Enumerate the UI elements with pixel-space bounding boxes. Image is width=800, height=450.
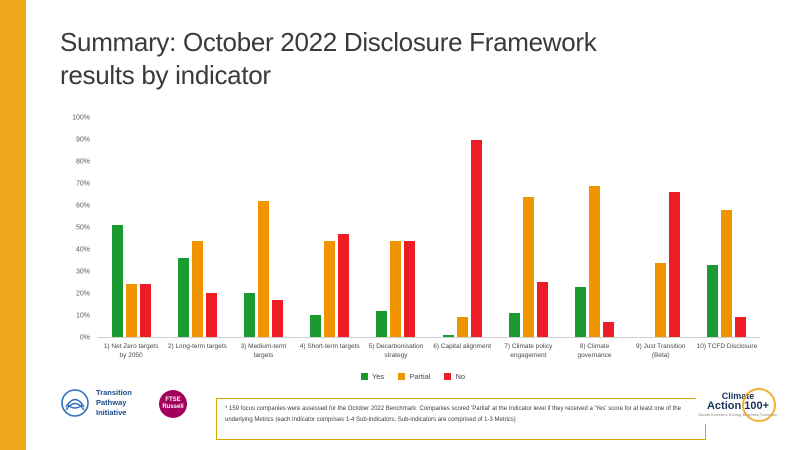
ftse-russell-logo [159, 390, 187, 418]
bar-partial [192, 241, 203, 337]
plot-area [98, 118, 760, 338]
bar-partial [126, 284, 137, 337]
y-axis-tick: 0% [79, 334, 90, 342]
legend-label: No [455, 372, 466, 381]
climate-action-100-logo [696, 386, 780, 424]
bar-partial [324, 241, 335, 337]
tpi-logo-text: Transition Pathway Initiative [96, 388, 132, 418]
y-axis-tick: 50% [75, 224, 90, 232]
bar-partial [457, 317, 468, 337]
y-axis-tick: 20% [75, 290, 90, 298]
bar-chart [60, 114, 760, 342]
legend-swatch-icon [361, 373, 368, 380]
ca100-ring-icon [742, 388, 776, 422]
chart-legend [26, 372, 800, 381]
y-axis-tick: 40% [75, 246, 90, 254]
bar-yes [112, 225, 123, 337]
x-axis-label: 3) Medium-term targets [240, 343, 287, 360]
slide-canvas [26, 0, 800, 450]
legend-item [444, 372, 465, 381]
x-axis-label: 8) Climate governance [577, 343, 612, 360]
bar-partial [721, 210, 732, 337]
bar-group [297, 118, 363, 337]
bar-no [603, 322, 614, 337]
bar-yes [707, 265, 718, 337]
x-axis-label: 7) Climate policy engagement [504, 343, 553, 360]
bar-group [495, 118, 561, 337]
y-axis [60, 114, 94, 342]
x-axis-label: 4) Short-term targets [299, 343, 360, 350]
bar-group [230, 118, 296, 337]
legend-item [361, 372, 384, 381]
legend-swatch-icon [444, 373, 451, 380]
bar-yes [310, 315, 321, 337]
ca100-tagline: Global Investors Driving Business Transition [698, 413, 778, 418]
y-axis-tick: 100% [72, 114, 90, 122]
legend-label: Partial [409, 372, 431, 381]
bar-no [404, 241, 415, 337]
ca100-line-1: Climate [721, 391, 755, 402]
bar-no [669, 192, 680, 337]
bar-no [471, 140, 482, 337]
legend-swatch-icon [398, 373, 405, 380]
legend-label: Yes [371, 372, 385, 381]
bar-no [735, 317, 746, 337]
bar-partial [258, 201, 269, 337]
bar-group [98, 118, 164, 337]
bar-groups [98, 118, 760, 337]
x-axis-label: 1) Net Zero targets by 2050 [103, 343, 159, 360]
bar-no [537, 282, 548, 337]
y-axis-tick: 60% [75, 202, 90, 210]
bar-partial [390, 241, 401, 337]
bar-yes [443, 335, 454, 337]
bar-yes [575, 287, 586, 337]
ftse-line-2: Russell [162, 404, 184, 410]
bar-no [338, 234, 349, 337]
ftse-line-1: FTSE [165, 397, 181, 404]
y-axis-tick: 30% [75, 268, 90, 276]
y-axis-tick: 90% [75, 136, 90, 144]
bar-partial [655, 263, 666, 337]
bar-group [164, 118, 230, 337]
x-axis-label: 10) TCFD Disclosure [696, 343, 758, 350]
tpi-mark-icon [60, 388, 90, 418]
bar-no [206, 293, 217, 337]
x-axis-label: 5) Decarbonisation strategy [368, 343, 424, 360]
tpi-logo [60, 388, 132, 418]
bar-group [363, 118, 429, 337]
bar-no [272, 300, 283, 337]
bar-partial [589, 186, 600, 337]
accent-side-bar [0, 0, 26, 450]
bar-yes [376, 311, 387, 337]
y-axis-tick: 70% [75, 180, 90, 188]
bar-partial [523, 197, 534, 337]
y-axis-tick: 80% [75, 158, 90, 166]
y-axis-tick: 10% [75, 312, 90, 320]
bar-group [429, 118, 495, 337]
x-axis-label: 6) Capital alignment [433, 343, 492, 350]
page-title: Summary: October 2022 Disclosure Framework results by indicator [60, 27, 597, 91]
bar-yes [178, 258, 189, 337]
bar-no [140, 284, 151, 337]
footnote: * 159 focus companies were assessed for the October 2022 Benchmark. Companies scored 'Partial' at the Indicator level if they received a 'Yes' score for at least one of the underlying Metrics (each Indicator comprises 1-4 Sub-indicators; Sub-indicators are comprised of 1-3 Metrics) [216, 398, 706, 440]
bar-yes [244, 293, 255, 337]
x-axis-labels [98, 342, 760, 361]
ca100-line-2: Action 100+ [706, 400, 770, 413]
x-axis-label: 9) Just Transition (Beta) [635, 343, 686, 360]
bar-group [694, 118, 760, 337]
bar-yes [509, 313, 520, 337]
legend-item [398, 372, 430, 381]
bar-group [628, 118, 694, 337]
bar-group [561, 118, 627, 337]
x-axis-label: 2) Long-term targets [167, 343, 227, 350]
